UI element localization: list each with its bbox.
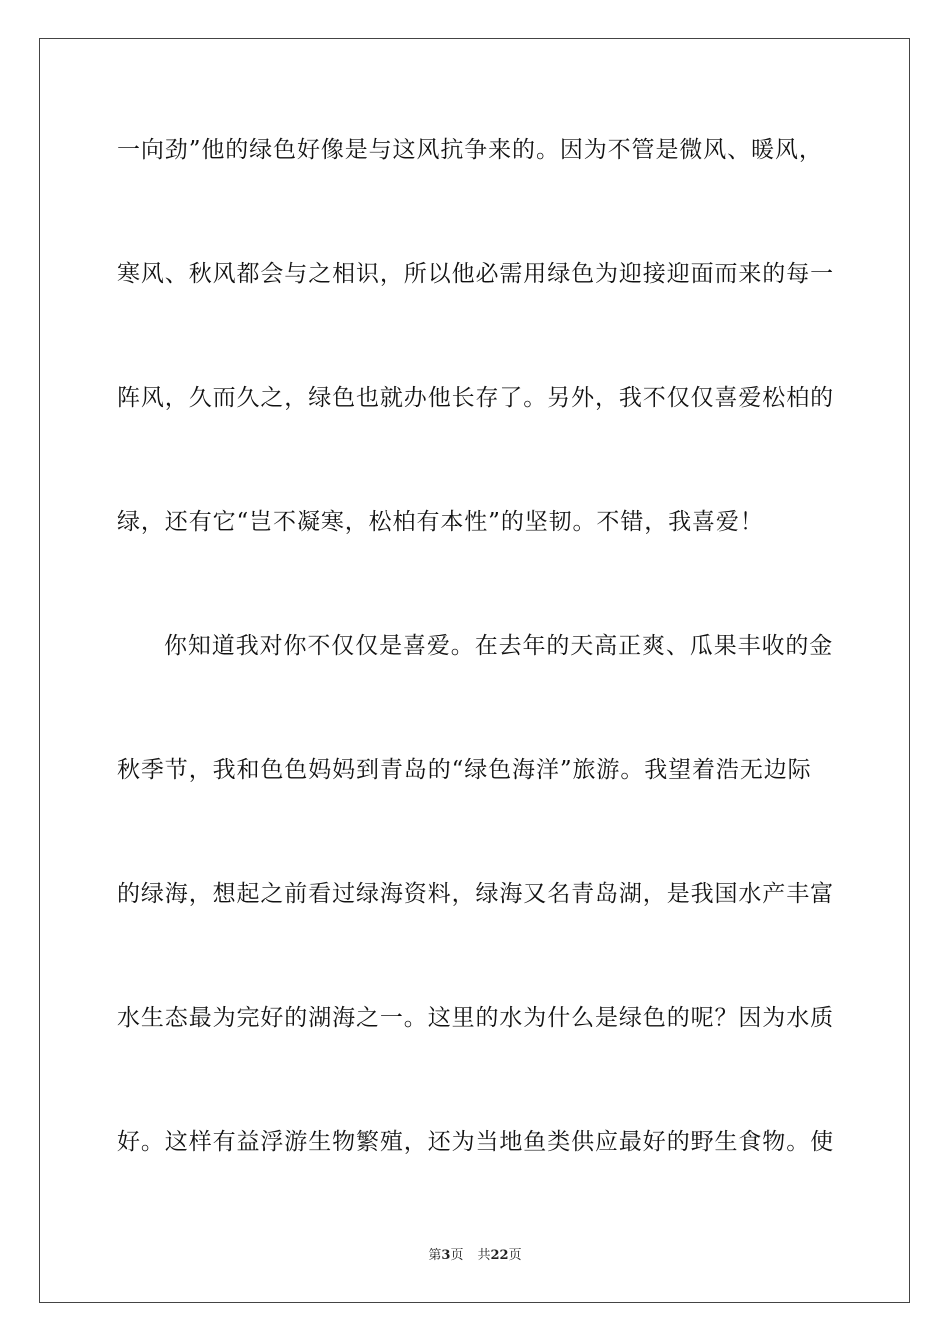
total-label-suffix: 页 (508, 1248, 522, 1263)
paragraph-line-7: 的绿海，想起之前看过绿海资料，绿海又名青岛湖，是我国水产丰富 (117, 881, 834, 907)
page-label-suffix: 页 (450, 1248, 464, 1263)
current-page-number: 3 (441, 1248, 451, 1263)
total-label-prefix: 共 (477, 1248, 491, 1263)
paragraph-line-5: 你知道我对你不仅仅是喜爱。在去年的天高正爽、瓜果丰收的金 (164, 633, 834, 659)
page-label-prefix: 第 (428, 1248, 442, 1263)
paragraph-line-3: 阵风，久而久之，绿色也就办他长存了。另外，我不仅仅喜爱松柏的 (117, 385, 834, 411)
paragraph-line-8: 水生态最为完好的湖海之一。这里的水为什么是绿色的呢？因为水质 (117, 1005, 834, 1031)
page-border (39, 38, 910, 1303)
page-footer (0, 1248, 950, 1264)
paragraph-line-2: 寒风、秋风都会与之相识，所以他必需用绿色为迎接迎面而来的每一 (117, 261, 834, 287)
total-page-count: 22 (490, 1248, 509, 1263)
paragraph-line-9: 好。这样有益浮游生物繁殖，还为当地鱼类供应最好的野生食物。使 (117, 1129, 834, 1155)
paragraph-line-1: 一向劲”他的绿色好像是与这风抗争来的。因为不管是微风、暖风， (117, 137, 823, 163)
paragraph-line-6: 秋季节，我和色色妈妈到青岛的“绿色海洋”旅游。我望着浩无边际 (117, 757, 812, 783)
paragraph-line-4: 绿，还有它“岂不凝寒，松柏有本性”的坚韧。不错，我喜爱！ (117, 509, 764, 535)
